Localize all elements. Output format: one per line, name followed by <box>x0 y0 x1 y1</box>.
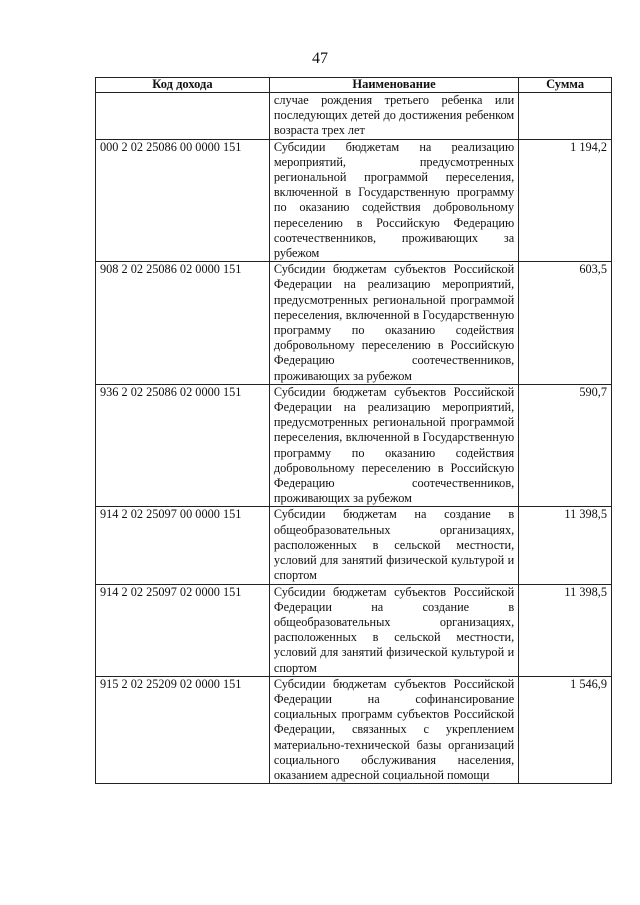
revenue-code: 914 2 02 25097 00 0000 151 <box>96 507 270 584</box>
revenue-name: Субсидии бюджетам субъектов Российской Федерации на реализацию мероприятий, предусмотренных региональной программой переселения, включенной в Государственную программу по оказанию содействия добровольному переселению в Российскую Федерацию соотечественников, проживающих за рубежом <box>269 384 518 507</box>
header-sum: Сумма <box>519 78 612 93</box>
revenue-name: Субсидии бюджетам на создание в общеобразовательных организациях, расположенных в сельской местности, условий для занятий физической культурой и спортом <box>269 507 518 584</box>
header-name: Наименование <box>269 78 518 93</box>
table-row <box>96 93 612 140</box>
table-row <box>96 139 612 262</box>
revenue-name: Субсидии бюджетам субъектов Российской Федерации на создание в общеобразовательных организациях, расположенных в сельской местности, условий для занятий физической культурой и спортом <box>269 584 518 676</box>
revenue-sum: 11 398,5 <box>519 584 612 676</box>
revenue-name: случае рождения третьего ребенка или последующих детей до достижения ребенком возраста трех лет <box>269 93 518 140</box>
revenue-sum: 603,5 <box>519 262 612 385</box>
table-row <box>96 584 612 676</box>
table-header-row <box>96 78 612 93</box>
revenue-code <box>96 93 270 140</box>
revenue-code: 908 2 02 25086 02 0000 151 <box>96 262 270 385</box>
revenue-sum: 1 194,2 <box>519 139 612 262</box>
revenue-code: 915 2 02 25209 02 0000 151 <box>96 676 270 783</box>
revenue-code: 936 2 02 25086 02 0000 151 <box>96 384 270 507</box>
revenue-code: 914 2 02 25097 02 0000 151 <box>96 584 270 676</box>
revenue-table <box>95 77 612 784</box>
table-row <box>96 262 612 385</box>
revenue-code: 000 2 02 25086 00 0000 151 <box>96 139 270 262</box>
revenue-sum: 1 546,9 <box>519 676 612 783</box>
table-row <box>96 384 612 507</box>
revenue-sum: 590,7 <box>519 384 612 507</box>
table-row <box>96 507 612 584</box>
revenue-name: Субсидии бюджетам на реализацию мероприятий, предусмотренных региональной программой переселения, включенной в Государственную программу по оказанию содействия добровольному переселению в Российскую Федерацию соотечественников, проживающих за рубежом <box>269 139 518 262</box>
page-number: 47 <box>312 50 328 67</box>
header-code: Код дохода <box>96 78 270 93</box>
revenue-name: Субсидии бюджетам субъектов Российской Федерации на софинансирование социальных программ субъектов Российской Федерации, связанных с укреплением материально-технической базы организаций социального обслуживания населения, оказанием адресной социальной помощи <box>269 676 518 783</box>
table-row <box>96 676 612 783</box>
revenue-sum: 11 398,5 <box>519 507 612 584</box>
revenue-name: Субсидии бюджетам субъектов Российской Федерации на реализацию мероприятий, предусмотренных региональной программой переселения, включенной в Государственную программу по оказанию содействия добровольному переселению в Российскую Федерацию соотечественников, проживающих за рубежом <box>269 262 518 385</box>
revenue-sum <box>519 93 612 140</box>
